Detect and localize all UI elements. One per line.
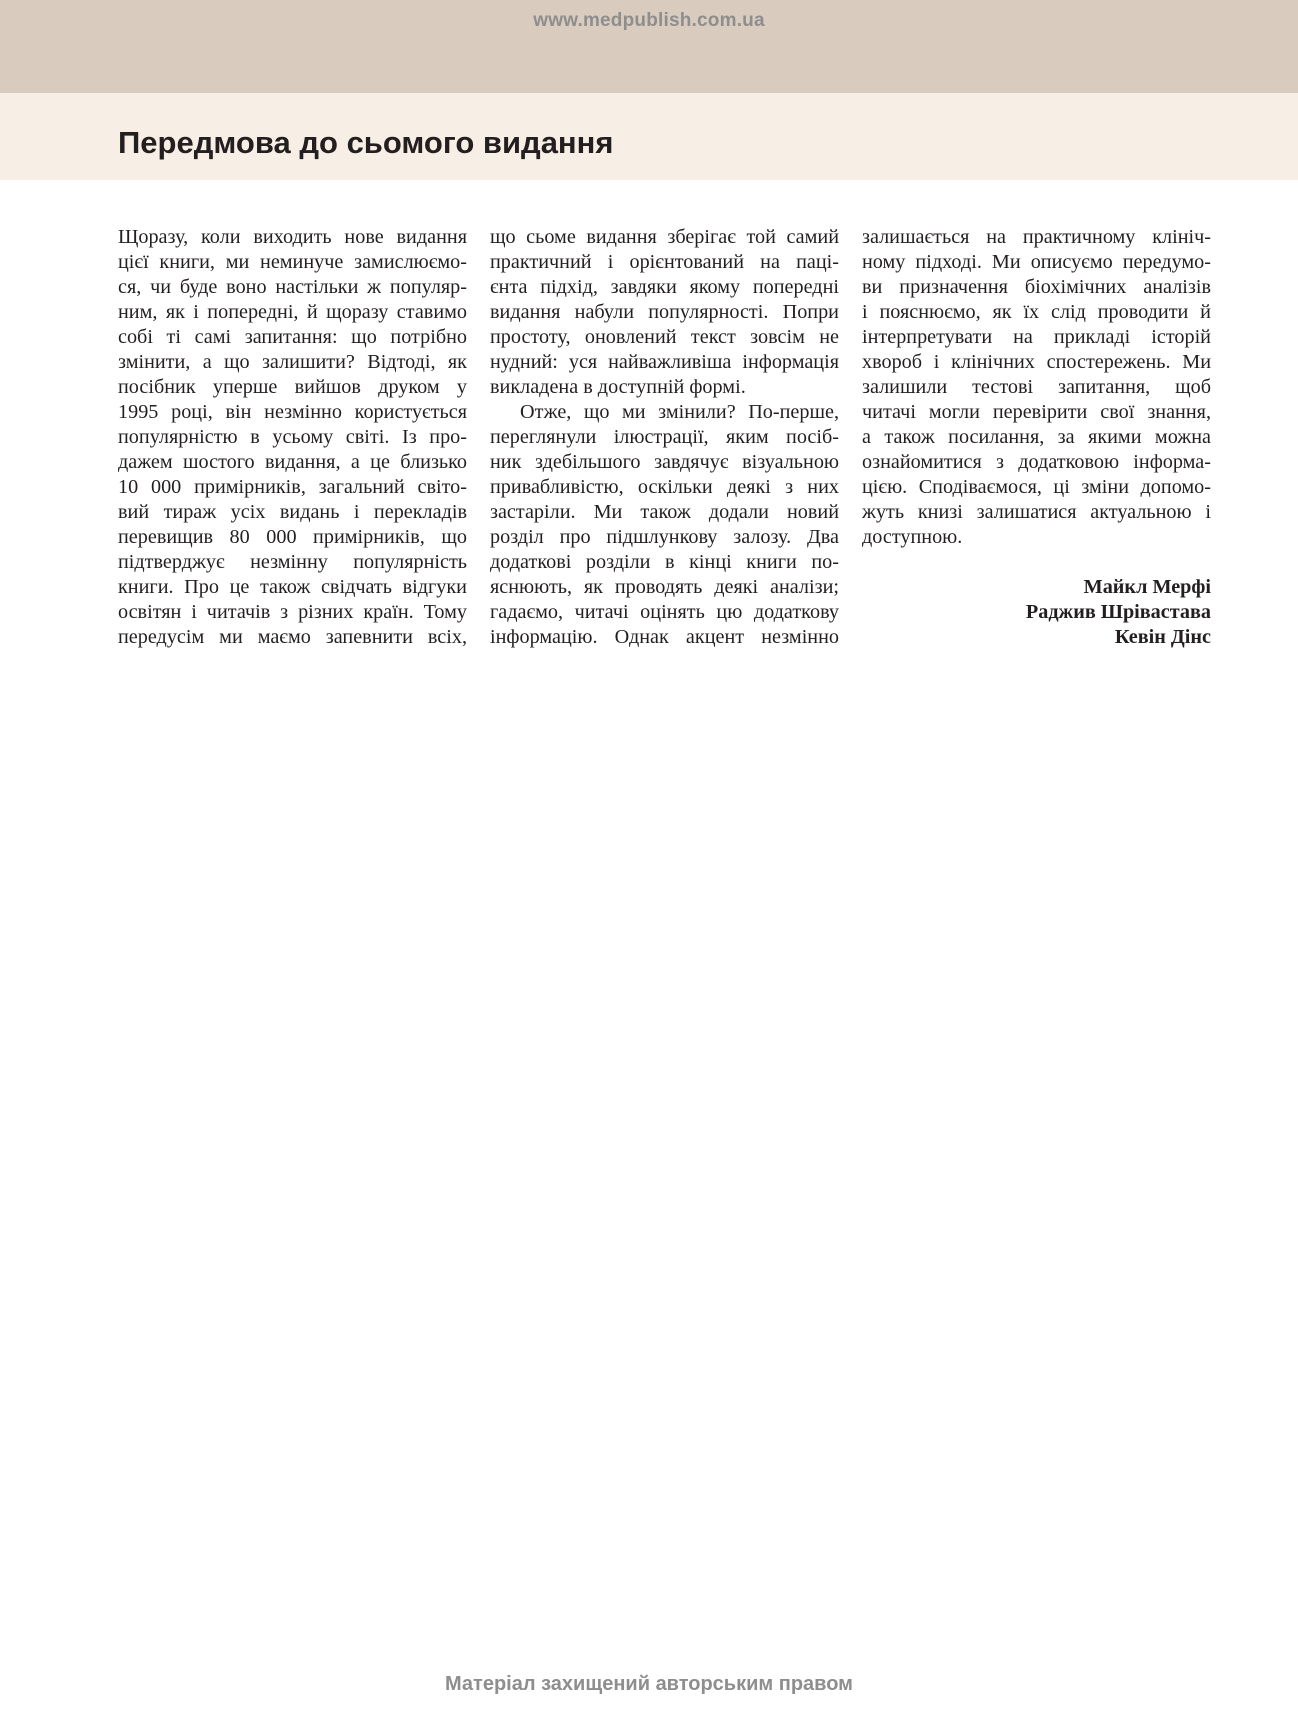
text-line: перевищив 80 000 примірників, що [118, 526, 467, 548]
text-column-1 [118, 225, 467, 650]
text-line: інформацію. Однак акцент незмінно [490, 626, 839, 648]
text-line: і пояснюємо, як їх слід проводити й [862, 301, 1211, 323]
text-line: практичний і орієнтований на паці- [490, 251, 839, 273]
text-line: додаткові розділи в кінці книги по- [490, 551, 839, 573]
text-line: а також посилання, за якими можна [862, 426, 1211, 448]
text-line: жуть книзі залишатися актуальною і [862, 501, 1211, 523]
text-line: Отже, що ми змінили? По-перше, [520, 401, 839, 423]
text-line: змінити, а що залишити? Відтоді, як [118, 351, 467, 373]
text-line: що сьоме видання зберігає той самий [490, 226, 839, 248]
text-line: застаріли. Ми також додали новий [490, 501, 839, 523]
text-line: ному підході. Ми описуємо передумо- [862, 251, 1211, 273]
text-line: книги. Про це також свідчать відгуки [118, 576, 467, 598]
text-line: простоту, оновлений текст зовсім не [490, 326, 839, 348]
author-name: Кевін Дінс [1114, 626, 1211, 648]
author-name: Раджив Шрівастава [1025, 601, 1211, 623]
text-line: популярністю в усьому світі. Із про- [118, 426, 467, 448]
text-line: цією. Сподіваємося, ці зміни допомо- [862, 476, 1211, 498]
text-line: залишили тестові запитання, щоб [862, 376, 1211, 398]
text-line: 1995 році, він незмінно користується [118, 401, 467, 423]
text-line: викладена в доступній формі. [490, 376, 746, 398]
copyright-note: Матеріал захищений авторським правом [445, 1673, 853, 1695]
text-columns [118, 225, 1211, 665]
text-line: Щоразу, коли виходить нове видання [118, 226, 467, 248]
text-line: ознайомитися з додатковою інформа- [862, 451, 1211, 473]
site-url: www.medpublish.com.ua [533, 10, 765, 31]
text-line: нудний: уся найважливіша інформація [490, 351, 839, 373]
text-line: освітян і читачів з різних країн. Тому [118, 601, 467, 623]
text-line: хвороб і клінічних спостережень. Ми [862, 351, 1211, 373]
text-line: підтверджує незмінну популярність [118, 551, 467, 573]
text-line: цієї книги, ми неминуче замислюємо- [118, 251, 467, 273]
text-line: читачі могли перевірити свої знання, [862, 401, 1211, 423]
text-line: видання набули популярності. Попри [490, 301, 839, 323]
text-column-2 [490, 225, 839, 650]
text-line: гадаємо, читачі оцінять цю додаткову [490, 601, 839, 623]
text-line: 10 000 примірників, загальний світо- [118, 476, 467, 498]
author-name: Майкл Мерфі [1083, 576, 1211, 598]
text-line: привабливістю, оскільки деякі з них [490, 476, 839, 498]
text-line: ви призначення біохімічних аналізів [862, 276, 1211, 298]
page-title: Передмова до сьомого видання [118, 125, 614, 160]
text-line: собі ті самі запитання: що потрібно [118, 326, 467, 348]
text-line: передусім ми маємо запевнити всіх, [118, 626, 467, 648]
text-line: єнта підхід, завдяки якому попередні [490, 276, 839, 298]
text-line: яснюють, як проводять деякі аналізи; [490, 576, 839, 598]
text-line: інтерпретувати на прикладі історій [862, 326, 1211, 348]
signature-block [1026, 575, 1211, 650]
text-column-3 [862, 225, 1211, 648]
text-line: ник здебільшого завдячує візуальною [490, 451, 839, 473]
text-line: доступною. [862, 526, 963, 548]
text-line: посібник уперше вийшов друком у [118, 376, 467, 398]
text-line: вий тираж усіх видань і перекладів [118, 501, 467, 523]
text-line: ним, як і попередні, й щоразу ставимо [118, 301, 467, 323]
text-line: переглянули ілюстрації, яким посіб- [490, 426, 839, 448]
text-line: розділ про підшлункову залозу. Два [490, 526, 839, 548]
text-line: дажем шостого видання, а це близько [118, 451, 467, 473]
text-line: залишається на практичному клініч- [862, 226, 1211, 248]
text-line: ся, чи буде воно настільки ж популяр- [118, 276, 467, 298]
